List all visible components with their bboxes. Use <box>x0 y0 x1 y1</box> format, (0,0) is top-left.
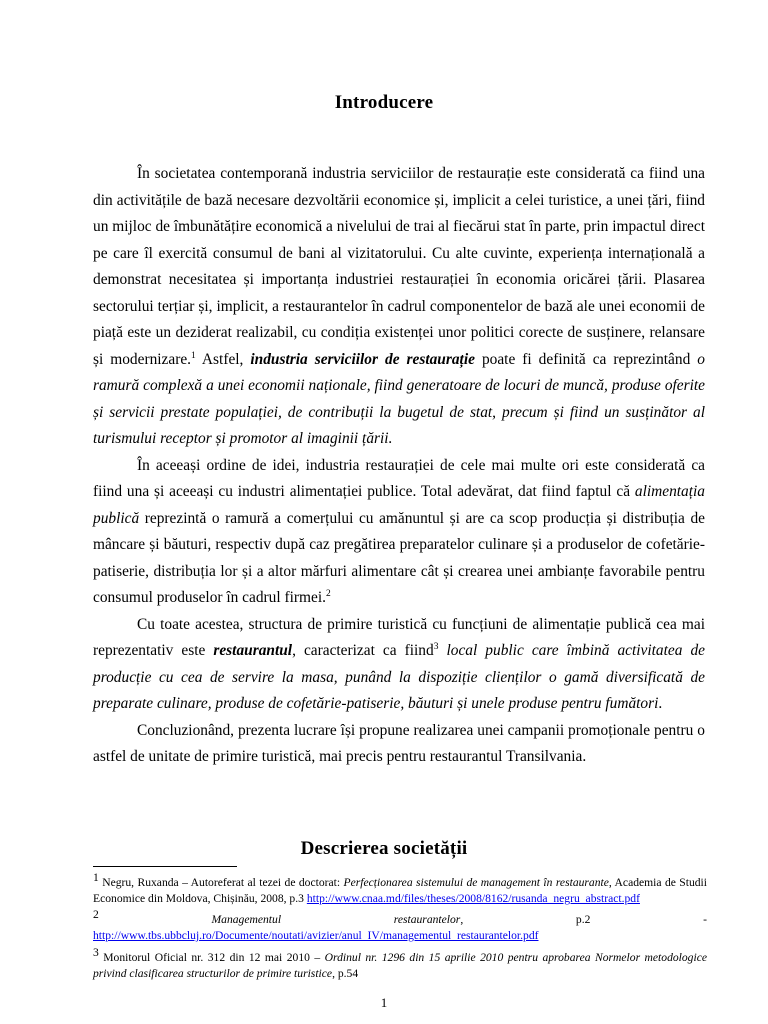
footnote-ref-3: 3 <box>433 641 439 652</box>
emphasis-bold-italic: restaurantul <box>213 642 293 659</box>
text-run: Concluzionând, prezenta lucrare își propune realizarea unei campanii promoționale pentru o astfel de unitate de primire turistică, mai precis pentru restaurantul Transilvania. <box>93 721 705 765</box>
footnote-1 <box>93 870 707 907</box>
paragraph-2 <box>93 453 705 612</box>
footnotes <box>93 870 707 982</box>
footnote-3 <box>93 945 707 982</box>
emphasis-italic: local public care îmbină activitatea de producție cu cea de servire la masa, punând la dispoziție clienților o gamă diversificată de preparate culinare, produse de cofetărie-patiserie, băuturi și unele produse pentru fumători <box>93 642 705 712</box>
body-text <box>93 161 705 771</box>
text-run: , p.2 - <box>460 913 707 927</box>
text-run: , Academia de Studii Economice din Moldova, Chișinău, 2008, p.3 <box>93 875 708 906</box>
text-run: , caracterizat ca fiind <box>292 642 434 659</box>
text-run: Negru, Ruxanda – Autoreferat al tezei de doctorat: <box>98 875 344 889</box>
text-run: Astfel, <box>195 350 251 368</box>
paragraph-1 <box>93 161 705 453</box>
emphasis-italic: Perfecționarea sistemului de management în restaurante <box>343 875 609 889</box>
paragraph-3 <box>93 612 705 718</box>
footnote-link-1[interactable]: http://www.cnaa.md/files/theses/2008/8162/rusanda_negru_abstract.pdf <box>306 892 640 906</box>
footnote-number: 3 <box>93 945 99 959</box>
footnote-number: 2 <box>93 908 99 922</box>
emphasis-italic: alimentația publică <box>93 483 705 527</box>
text-run: poate fi definită ca reprezintând <box>474 350 698 368</box>
footnote-link-2[interactable]: http://www.tbs.ubbcluj.ro/Documente/noutati/avizier/anul_IV/managementul_restaurantelor.pdf <box>93 929 539 943</box>
footnote-2 <box>93 907 707 944</box>
footnote-separator <box>93 866 237 867</box>
emphasis-italic: Ordinul nr. 1296 din 15 aprilie 2010 pentru aprobarea Normelor metodologice privind clasificarea structurilor de primire turistice <box>93 950 707 980</box>
paragraph-4 <box>93 718 705 771</box>
emphasis-bold-italic: industria serviciilor de restaurație <box>250 350 475 368</box>
emphasis-italic: o ramură complexă a unei economii naționale, fiind generatoare de locuri de muncă, produse oferite și servicii prestate populației, de contribuții la bugetul de stat, precum și fiind un susținător al turismului receptor și promotor al imaginii țării. <box>93 350 705 447</box>
text-run: , p.54 <box>332 966 359 980</box>
section-heading-descrierea: Descrierea societății <box>300 838 468 859</box>
footnote-number: 1 <box>93 871 99 884</box>
text-run: . <box>658 695 663 712</box>
footnote-ref-1: 1 <box>191 350 196 361</box>
text-run: Monitorul Oficial nr. 312 din 12 mai 2010 – <box>98 950 325 964</box>
text-run: Cu toate acestea, structura de primire turistică cu funcțiuni de alimentație publică cea mai reprezentativ este <box>93 615 705 659</box>
text-run: reprezintă o ramură a comerțului cu amănuntul și are ca scop producția și distribuția de mâncare și băuturi, respectiv după caz pregătirea preparatelor culinare și a produselor de cofetărie-patiserie, distribuția lor și a altor mărfuri alimentare cât și crearea unei ambianțe favorabile pentru consumul produselor în cadrul firmei. <box>93 509 705 606</box>
text-run: În aceeași ordine de idei, industria restaurației de cele mai multe ori este considerată ca fiind una și aceeași cu industri alimentației publice. Total adevărat, dat fiind faptul că <box>93 456 705 500</box>
text-run: În societatea contemporană industria serviciilor de restaurație este considerată ca fiind una din activitățile de bază necesare dezvoltării economice și, implicit a celei turistice, a unei țări, fiind un mijloc de îmbunătățire economică a nivelului de trai al fiecărui stat în parte, prin impactul direct pe care îl exercită consumul de bani al vizitatorului. Cu alte cuvinte, experiența internațională a demonstrat necesitatea și importanța industriei restaurației în economia oricărei țării. Plasarea sectorului terțiar și, implicit, a restaurantelor în cadrul componentelor de bază ale unei economii de piață este un deziderat realizabil, cu condiția existenței unor politici corecte de susținere, relansare și modernizare. <box>93 165 705 368</box>
emphasis-italic: Managementul restaurantelor <box>98 913 461 927</box>
footnote-ref-2: 2 <box>325 588 331 599</box>
page-number: 1 <box>380 995 388 1010</box>
section-heading-introducere: Introducere <box>334 92 434 113</box>
